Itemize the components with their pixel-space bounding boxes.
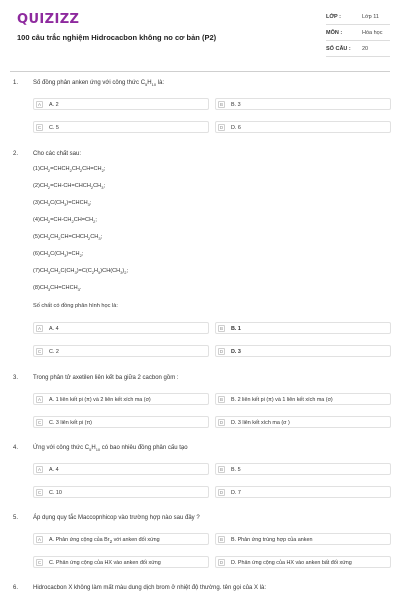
option-text: A. Phản ứng cộng của $Br_2$ với anken đối xứng [49,536,160,544]
option-text: B. 3 [231,101,241,108]
meta-divider [326,56,390,57]
answer-option[interactable] [215,556,391,568]
answer-option[interactable] [215,533,391,545]
worksheet-header [0,0,400,72]
meta-label: LỚP : [326,14,341,20]
question-text: Hidrocacbon X không làm mất màu dung dịch brom ở nhiệt độ thường. tên gọi của X là: [33,585,267,591]
option-letter: D [219,125,224,130]
question-text: Trong phân tử axetilen liên kết ba giữa 2 cacbon gồm : [33,375,179,381]
question-text: Cho các chất sau: [33,151,82,157]
meta-value: Lớp 11 [362,14,379,20]
compound-item: $(5)CH_3CH_2CH=CHCH_2CH_3$; [33,234,103,242]
option-text: C. 10 [49,489,62,496]
option-letter: A [37,467,41,472]
compound-item: $(1)CH_2=CHCH_2CH_2CH=CH_2$; [33,166,106,174]
option-letter: B [219,326,223,331]
answer-option[interactable] [215,322,391,334]
answer-option[interactable] [215,416,391,428]
option-text: C. 5 [49,124,59,131]
option-text: A. 4 [49,466,59,473]
option-text: C. 3 liên kết pi (π) [49,419,92,426]
answer-option[interactable] [215,98,391,110]
option-letter: C [37,490,42,495]
answer-option[interactable] [215,121,391,133]
question-text: Áp dụng quy tắc Maccopnhicop vào trường hợp nào sau đây ? [33,515,200,521]
option-text: D. 6 [231,124,241,131]
compound-item: $(3)CH_3C(CH_3)=CHCH_3$; [33,200,92,208]
question-number: 5. [13,515,19,521]
question-number: 6. [13,585,19,591]
option-letter: D [219,420,224,425]
header-divider [10,71,390,72]
answer-option[interactable] [33,98,209,110]
option-letter: B [219,467,223,472]
question-text: Ứng với công thức $C_5H_{10}$ có bao nhiêu đồng phân cấu tạo [33,445,188,453]
option-text: A. 2 [49,101,59,108]
answer-option[interactable] [215,345,391,357]
option-letter: B [219,537,223,542]
meta-value: Hóa học [362,30,383,36]
option-letter: D [219,490,224,495]
meta-divider [326,24,390,25]
option-text: A. 4 [49,325,59,332]
question-number: 4. [13,445,19,451]
answer-option[interactable] [33,322,209,334]
option-letter: C [37,560,42,565]
option-text: D. Phản ứng cộng của HX vào anken bất đối xứng [231,559,352,566]
answer-option[interactable] [33,121,209,133]
option-text: D. 3 liên kết xích ma (σ ) [231,419,290,426]
compound-item: $(8)CH_3CH=CHCH_3$. [33,285,82,293]
option-letter: A [37,397,41,402]
option-text: C. Phản ứng cộng của HX vào anken đối xứng [49,559,161,566]
question-number: 2. [13,151,19,157]
meta-label: SỐ CÂU : [326,46,351,52]
meta-label: MÔN : [326,30,343,36]
page-title: 100 câu trắc nghiệm Hidrocacbon không no cơ bản (P2) [17,33,217,42]
option-text: B. Phản ứng trùng hợp của anken [231,536,313,543]
compound-item: $(2)CH_2=CH-CH=CHCH_2CH_3$; [33,183,105,191]
answer-option[interactable] [215,393,391,405]
option-text: B. 1 [231,325,241,332]
answer-option[interactable] [33,416,209,428]
option-letter: A [37,537,41,542]
option-letter: D [219,560,224,565]
option-text: D. 3 [231,348,241,355]
answer-option[interactable] [33,463,209,475]
answer-option[interactable] [215,463,391,475]
answer-option[interactable] [33,556,209,568]
option-text: C. 2 [49,348,59,355]
option-letter: C [37,125,42,130]
option-letter: A [37,326,41,331]
answer-option[interactable] [33,393,209,405]
option-letter: A [37,102,41,107]
meta-divider [326,40,390,41]
option-text: B. 5 [231,466,241,473]
question-text: Số đồng phân anken ứng với công thức $C_5H_{10}$ là: [33,80,165,88]
option-letter: C [37,420,42,425]
question-number: 1. [13,80,19,86]
option-letter: D [219,349,224,354]
answer-option[interactable] [33,486,209,498]
answer-option[interactable] [215,486,391,498]
option-text: B. 2 liên kết pi (π) và 1 liên kết xích ma (σ) [231,396,333,403]
quizizz-logo: QUIZIZZ [17,12,80,27]
option-letter: B [219,397,223,402]
compound-item: $(4)CH_2=CH-CH_2CH=CH_2$; [33,217,97,225]
option-text: D. 7 [231,489,241,496]
option-letter: C [37,349,42,354]
option-text: A. 1 liên kết pi (π) và 2 liên kết xích ma (σ) [49,396,151,403]
meta-value: 20 [362,46,369,52]
compound-item: $(6)CH_3C(CH_3)=CH_2$; [33,251,84,259]
question-number: 3. [13,375,19,381]
option-letter: B [219,102,223,107]
compound-item: $(7)CH_3CH_2C(CH_3)=C(C_2H_5)CH(CH_3)_2$; [33,268,129,276]
answer-option[interactable] [33,533,209,545]
answer-option[interactable] [33,345,209,357]
question-subtext: Số chất có đồng phân hình học là: [33,303,118,309]
